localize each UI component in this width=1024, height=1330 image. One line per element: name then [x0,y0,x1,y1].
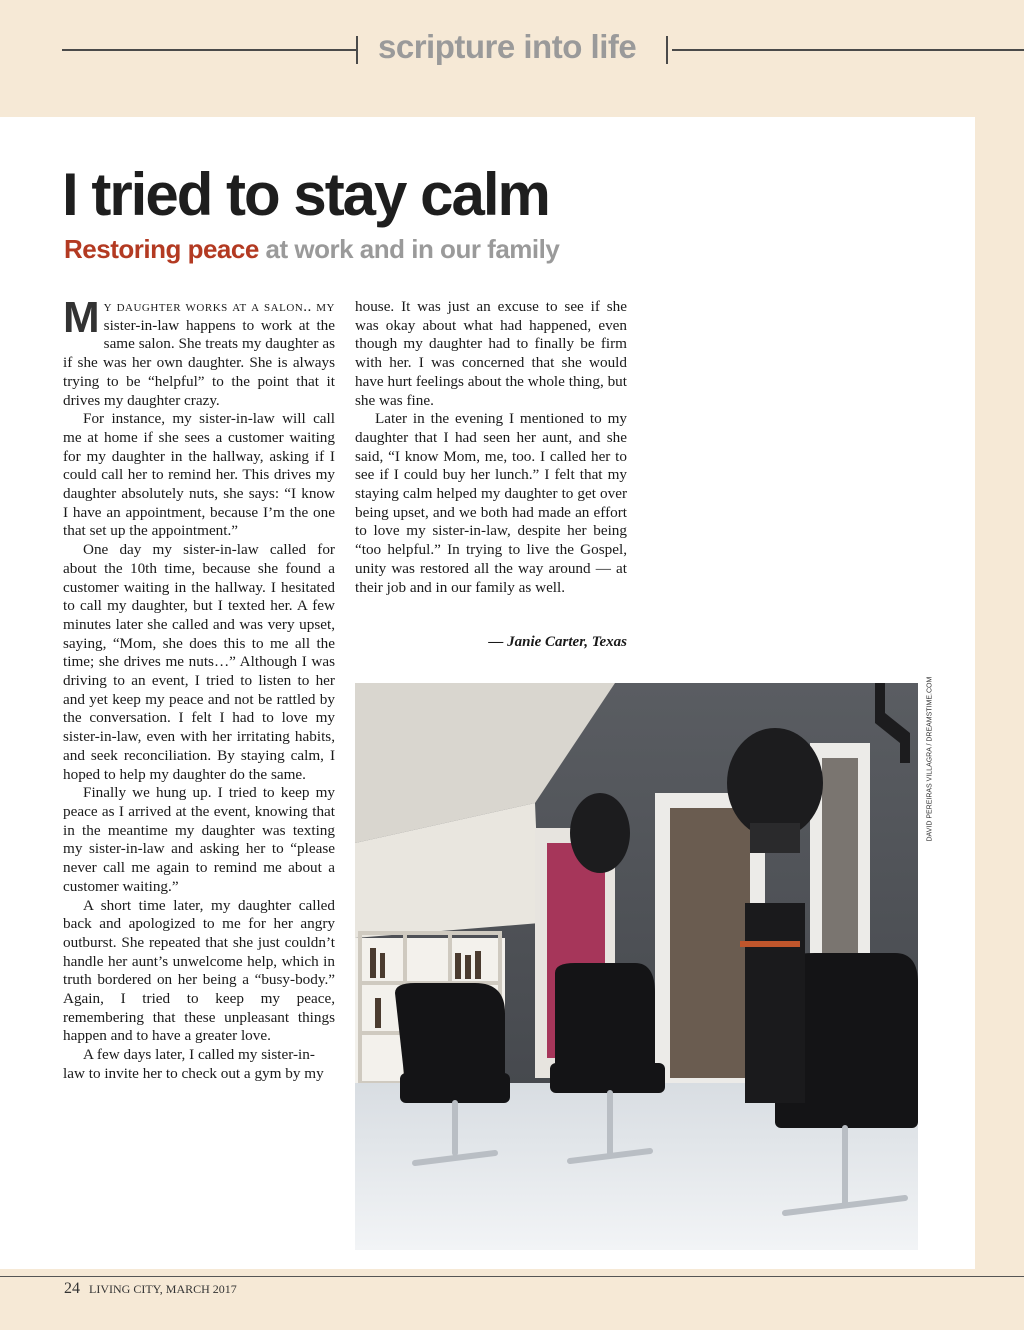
salon-photo [355,683,918,1250]
paragraph-6-continued: house. It was just an excuse to see if she was okay about what had happened, even though my daughter had to finally be firm with her. I was concerned that she would have hurt feelings about the whole thing, but she was fine. [355,298,627,409]
page-number: 24 [64,1280,80,1297]
paragraph-1-text: sister-in-law happens to work at the same salon. She treats my daughter as if she was her own daughter. She is always trying to be “helpful” to the point that it drives my daughter crazy. [63,316,335,409]
text-column-2 [355,298,627,597]
salon-illustration [355,683,918,1250]
lead-in: y daughter works at a salon.. my [103,298,335,315]
paragraph-1 [63,293,335,410]
paragraph-5: A short time later, my daughter called back and apologized to me for her angry outburst. She repeated that she just couldn’t handle her aunt’s unwelcome help, which in truth bordered on her being a “busy-body.” Again, I tried to keep my peace, remembering that these unpleasant things happen and to have a greater love. [63,896,335,1045]
publication-info: LIVING CITY, MARCH 2017 [89,1282,237,1296]
paragraph-4: Finally we hung up. I tried to keep my peace as I arrived at the event, knowing that in the meantime my daughter was texting my sister-in-law and asking her to “please never call me again to remind me about a customer waiting.” [63,784,335,895]
paragraph-6-start: A few days later, I called my sister-in-law to invite her to check out a gym by my [63,1046,324,1082]
paragraph-2: For instance, my sister-in-law will call me at home if she sees a customer waiting for my daughter in the hallway, asking if I could call her to remind her. This drives my daughter absolutely nuts, she says: “I know I have an appointment, because I’m the one that set up the appointment.” [63,410,335,540]
drop-cap: M [63,293,100,342]
text-column-1 [63,293,335,1084]
section-label: scripture into life [378,28,637,65]
photo-credit [925,676,935,843]
paragraph-7: Later in the evening I mentioned to my daughter that I had seen her aunt, and she said, “I know Mom, me, too. I called her to see if I could buy her lunch.” I felt that my staying calm helped my daughter to get over being upset, and we both had made an effort to love my sister-in-law, despite her being “too helpful.” In trying to live the Gospel, unity was restored all the way around — at their job and in our family as well. [355,410,627,596]
article-deck [64,234,559,265]
paragraph-3: One day my sister-in-law called for about the 10th time, because she found a customer waiting in the hallway. I hesitated to call my daughter, but I texted her. A few minutes later she called and was very upset, saying, “Mom, she does this to me all the time; she drives me nuts…” Although I was driving to an event, I tried to listen to her and yet keep my peace and not be rattled by the conversation. I felt I had to love my sister-in-law, even with her irritating habits, and seek reconciliation. By staying calm, I hoped to help my daughter do the same. [63,541,335,783]
page-footer [64,1280,237,1298]
deck-highlight: Restoring peace [64,234,259,264]
header-tick-right [666,36,668,64]
deck-rest: at work and in our family [265,234,560,264]
header-tick-left [356,36,358,64]
article-headline: I tried to stay calm [62,161,549,228]
footer-rule [0,1276,1024,1277]
byline: — Janie Carter, Texas [488,634,627,650]
photo-credit-text: DAVID PEREIRAS VILLAGRA / DREAMSTIME.COM [926,676,934,842]
header-rule-left [62,49,356,51]
header-rule-right [672,49,1024,51]
